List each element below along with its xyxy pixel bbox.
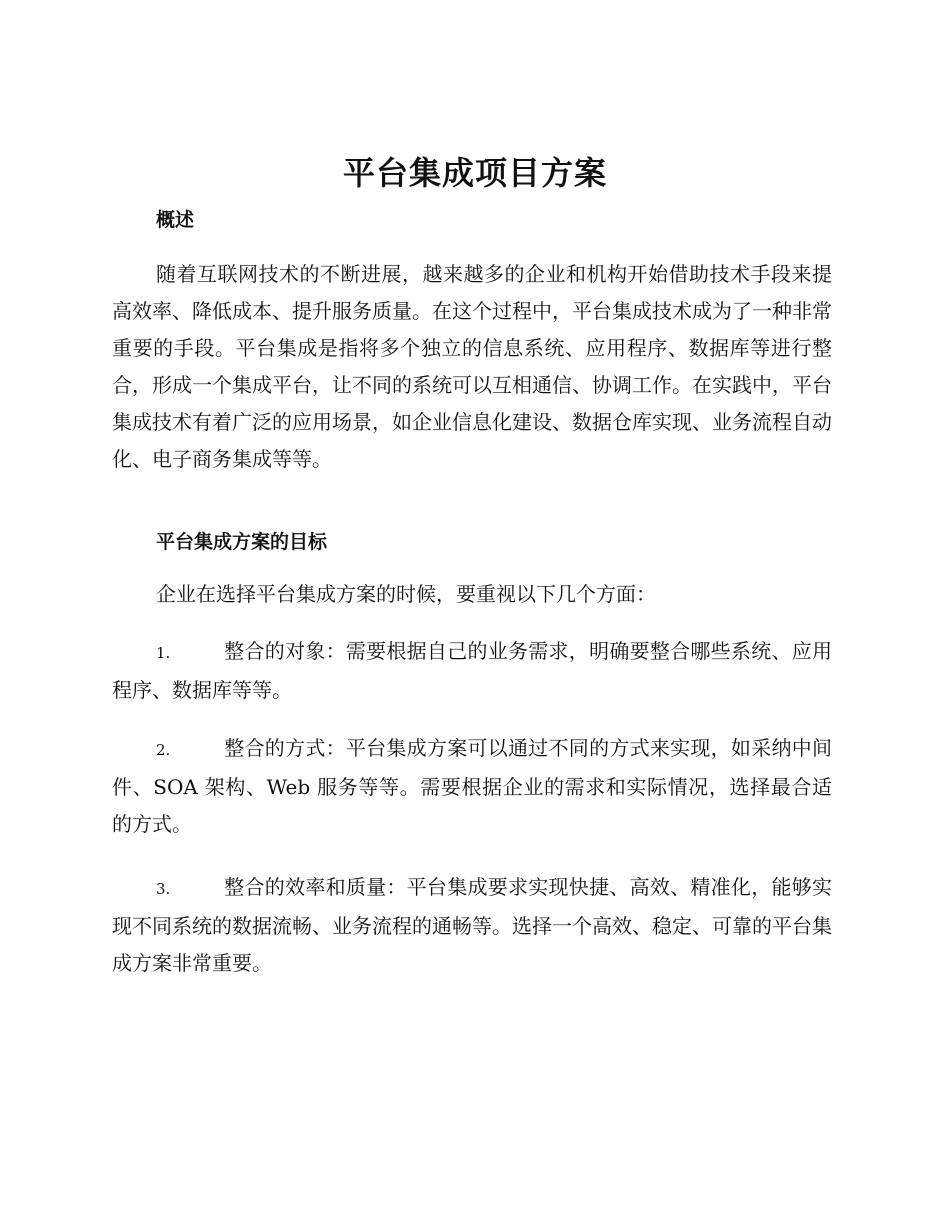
list-item-text: 整合的效率和质量：平台集成要求实现快捷、高效、精准化，能够实现不同系统的数据流畅、业务流程的通畅等。选择一个高效、稳定、可靠的平台集成方案非常重要。 <box>112 875 832 975</box>
list-item-number: 2. <box>156 741 171 759</box>
section-heading-overview: 概述 <box>156 209 195 231</box>
page-title: 平台集成项目方案 <box>342 154 607 192</box>
overview-paragraph: 随着互联网技术的不断进展，越来越多的企业和机构开始借助技术手段来提高效率、降低成本、提升服务质量。在这个过程中，平台集成技术成为了一种非常重要的手段。平台集成是指将多个独立的信息系统、应用程序、数据库等进行整合，形成一个集成平台，让不同的系统可以互相通信、协调工作。在实践中，平台集成技术有着广泛的应用场景，如企业信息化建设、数据仓库实现、业务流程自动化、电子商务集成等等。 <box>112 262 832 471</box>
list-item-number: 1. <box>156 644 171 662</box>
list-item-number: 3. <box>156 880 171 898</box>
section-heading-goals: 平台集成方案的目标 <box>156 531 328 553</box>
list-item <box>112 633 832 709</box>
goals-intro-paragraph: 企业在选择平台集成方案的时候，要重视以下几个方面： <box>156 582 656 606</box>
list-item-text: 整合的对象：需要根据自己的业务需求，明确要整合哪些系统、应用程序、数据库等等。 <box>112 639 832 702</box>
list-item <box>112 869 832 982</box>
list-item-text: 整合的方式：平台集成方案可以通过不同的方式来实现，如采纳中间件、SOA 架构、Web 服务等等。需要根据企业的需求和实际情况，选择最合适的方式。 <box>112 736 832 836</box>
list-item <box>112 730 832 843</box>
